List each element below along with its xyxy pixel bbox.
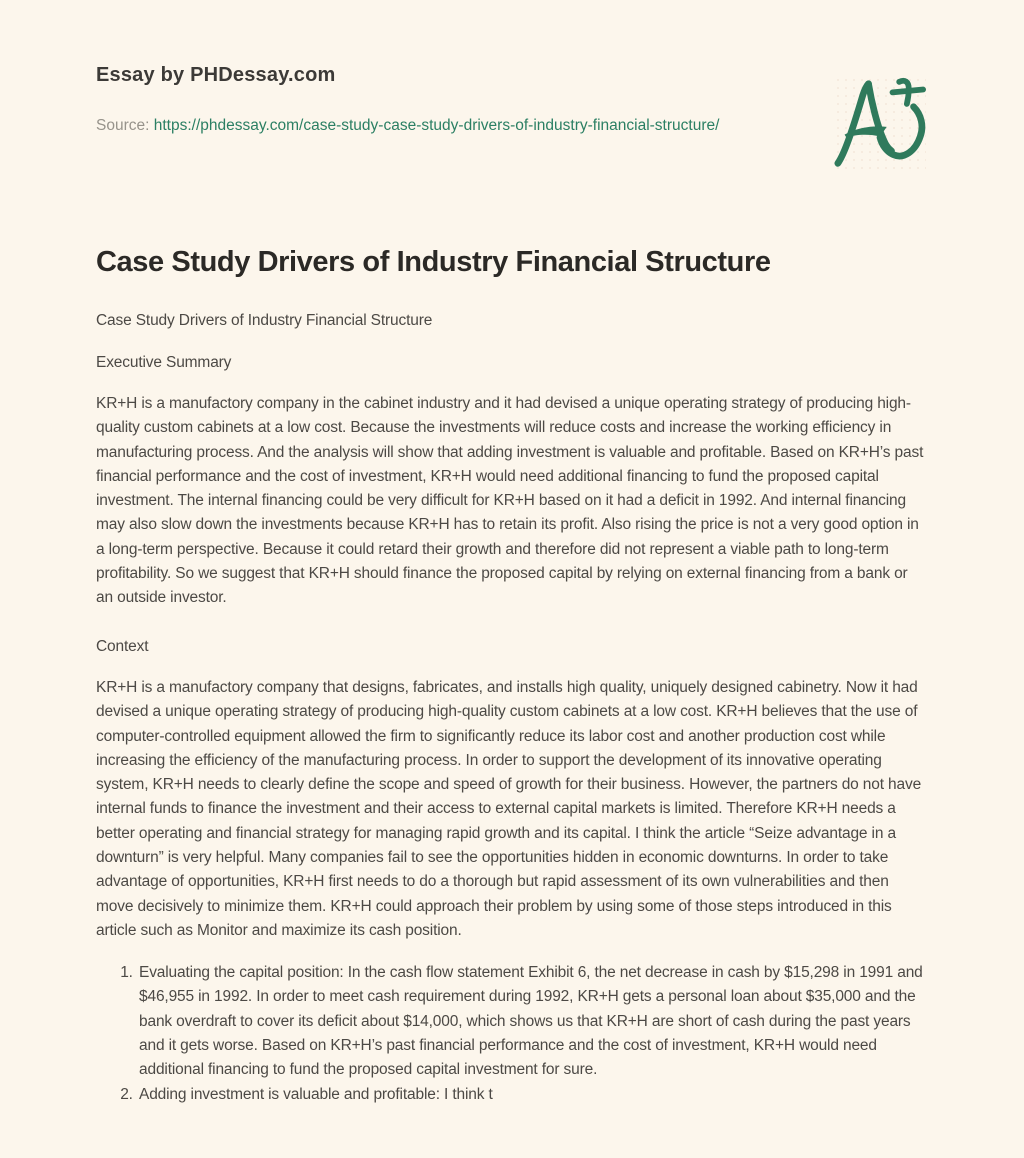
executive-summary-paragraph: KR+H is a manufactory company in the cabinet industry and it had devised a unique operating strategy of producing high-quality custom cabinets at a low cost. Because the investments will reduce costs and increase the working efficiency in manufacturing process. And the analysis will show that adding investment is valuable and profitable. Based on KR+H’s past financial performance and the cost of investment, KR+H would need additional financing to fund the proposed capital investment. The internal financing could be very difficult for KR+H based on it had a deficit in 1992. And internal financing may also slow down the investments because KR+H has to retain its profit. Also rising the price is not a very good option in a long-term perspective. Because it could retard their growth and therefore did not represent a viable path to long-term profitability. So we suggest that KR+H should finance the proposed capital by relying on external financing from a bank or an outside investor. xyxy=(96,394,924,607)
page-header xyxy=(96,64,928,184)
source-line xyxy=(96,109,756,142)
phdessay-a-plus-logo-icon xyxy=(834,76,926,174)
context-paragraph: KR+H is a manufactory company that designs, fabricates, and installs high quality, uniquely designed cabinetry. Now it had devised a unique operating strategy of producing high-quality custom cabinets at a low cost. KR+H believes that the use of computer-controlled equipment allowed the firm to significantly reduce its labor cost and another production cost while increasing the efficiency of the manufacturing process. In order to support the development of its innovative operating system, KR+H needs to clearly define the scope and speed of growth for their business. However, the partners do not have internal funds to finance the investment and their access to external capital markets is limited. Therefore KR+H needs a better operating and financial strategy for managing rapid growth and its capital. I think the article “Seize advantage in a downturn” is very helpful. Many companies fail to see the opportunities hidden in economic downturns. In order to take advantage of opportunities, KR+H first needs to do a thorough but rapid assessment of its own vulnerabilities and then move decisively to minimize them. KR+H could approach their problem by using some of those steps introduced in this article such as Monitor and maximize its cash position. xyxy=(96,678,922,939)
analysis-numbered-list xyxy=(96,961,928,1107)
section-heading-context: Context xyxy=(96,637,149,655)
list-item: 2. Adding investment is valuable and profitable: I think t xyxy=(137,1083,928,1107)
article-subtitle: Case Study Drivers of Industry Financial Structure xyxy=(96,312,433,330)
page-title: Case Study Drivers of Industry Financial Structure xyxy=(96,246,771,278)
source-url-link[interactable]: https://phdessay.com/case-study-case-study-drivers-of-industry-financial-structure/ xyxy=(153,117,720,134)
section-heading-executive-summary: Executive Summary xyxy=(96,353,232,371)
list-item: 1. Evaluating the capital position: In the cash flow statement Exhibit 6, the net decrease in cash by $15,298 in 1991 and $46,955 in 1992. In order to meet cash requirement during 1992, KR+H gets a personal loan about $35,000 and the bank overdraft to cover its deficit about $14,000, which shows us that KR+H are short of cash during the past years and it gets worse. Based on KR+H’s past financial performance and the cost of investment, KR+H would need additional financing to fund the proposed capital investment for sure. xyxy=(137,961,928,1082)
byline: Essay by PHDessay.com xyxy=(96,64,336,86)
source-label: Source: xyxy=(96,117,150,134)
